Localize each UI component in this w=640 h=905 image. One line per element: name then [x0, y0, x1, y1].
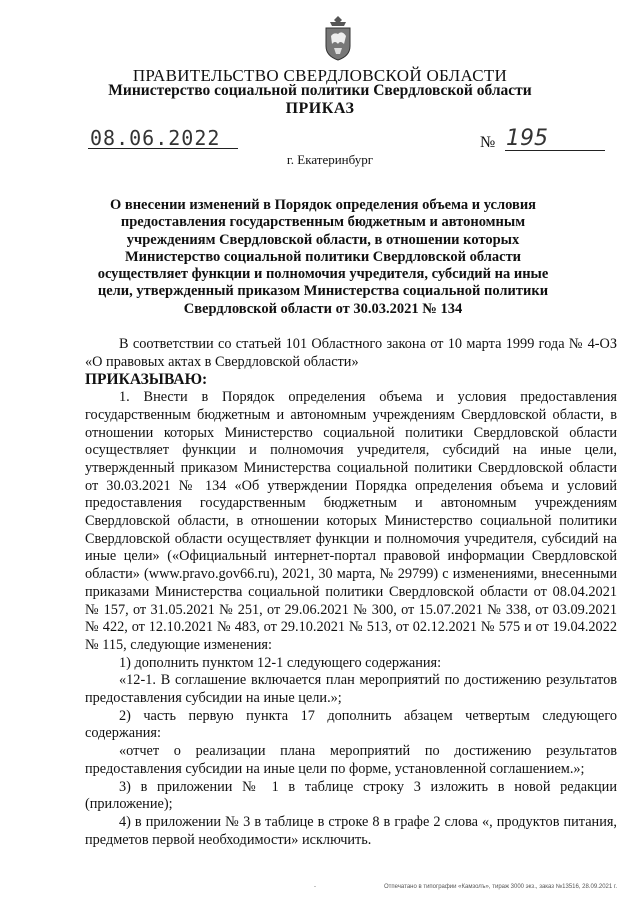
number-underline	[505, 150, 605, 151]
footer-dot: .	[314, 880, 316, 889]
paragraph-1: 1. Внести в Порядок определения объема и условия предоставления государственным бюджетным и автономным учреждениям Свердловской области, в отношении которых Министерство социальной политики Свердловской области осуществляет функции и полномочия учредителя, субсидий на иные цели, утвержденный приказом Министерства социальной политики Свердловской области от 30.03.2021 № 134 «Об утверждении Порядка определения объема и условий предоставления государственным бюджетным и автономным учреждениям Свердловской области, в отношении которых Министерство социальной политики Свердловской области осуществляет функции и полномочия учредителя, субсидий на иные цели» («Официальный интернет-портал правовой информации Свердловской области» (www.pravo.gov66.ru), 2021, 30 марта, № 29799) с изменениями, внесенными приказами Министерства социальной политики Свердловской области от 08.04.2021 № 157, от 31.05.2021 № 251, от 29.06.2021 № 300, от 15.07.2021 № 338, от 03.09.2021 № 422, от 12.10.2021 № 483, от 29.10.2021 № 513, от 02.12.2021 № 575 и от 19.04.2022 № 115, следующие изменения:	[85, 389, 617, 653]
subitem-2-quote: «отчет о реализации плана мероприятий по достижению результатов предоставления субсидии на иные цели по форме, установленной соглашением.»;	[85, 743, 617, 777]
coat-of-arms-icon	[320, 14, 356, 62]
subitem-2: 2) часть первую пункта 17 дополнить абзацем четвертым следующего содержания:	[85, 707, 617, 742]
document-type: ПРИКАЗ	[285, 100, 355, 117]
subitem-1: 1) дополнить пунктом 12-1 следующего содержания:	[119, 654, 442, 671]
ministry-heading: Министерство социальной политики Свердловской области	[108, 82, 532, 99]
date-underline	[88, 148, 238, 149]
number-sign: №	[480, 134, 496, 151]
print-note: Отпечатано в типографии «Камзолъ», тираж 3000 экз., заказ №13516, 28.09.2021 г.	[384, 884, 617, 890]
subitem-4: 4) в приложении № 3 в таблице в строке 8 в графе 2 слова «, продуктов питания, предметов первой необходимости» исключить.	[85, 813, 617, 848]
order-title: О внесении изменений в Порядок определения объема и условия предоставления государственным бюджетным и автономным учреждениям Свердловской области, в отношении которых Министерство социальной политики Свердловской области осуществляет функции и полномочия учредителя, субсидий на иные цели, утвержденный приказом Министерства социальной политики Свердловской области от 30.03.2021 № 134	[97, 197, 549, 317]
order-date: 08.06.2022	[90, 126, 221, 150]
city: г. Екатеринбург	[286, 152, 374, 167]
government-heading: ПРАВИТЕЛЬСТВО СВЕРДЛОВСКОЙ ОБЛАСТИ	[132, 66, 508, 85]
subitem-1-quote: «12-1. В соглашение включается план мероприятий по достижению результатов предоставления субсидии на иные цели.»;	[85, 672, 617, 707]
order-word: ПРИКАЗЫВАЮ:	[85, 371, 208, 389]
order-number: 195	[506, 126, 548, 151]
preamble: В соответствии со статьей 101 Областного закона от 10 марта 1999 года № 4-ОЗ «О правовых актах в Свердловской области»	[85, 336, 617, 370]
order-body	[85, 336, 617, 849]
subitem-3: 3) в приложении № 1 в таблице строку 3 изложить в новой редакции (приложение);	[85, 778, 617, 813]
